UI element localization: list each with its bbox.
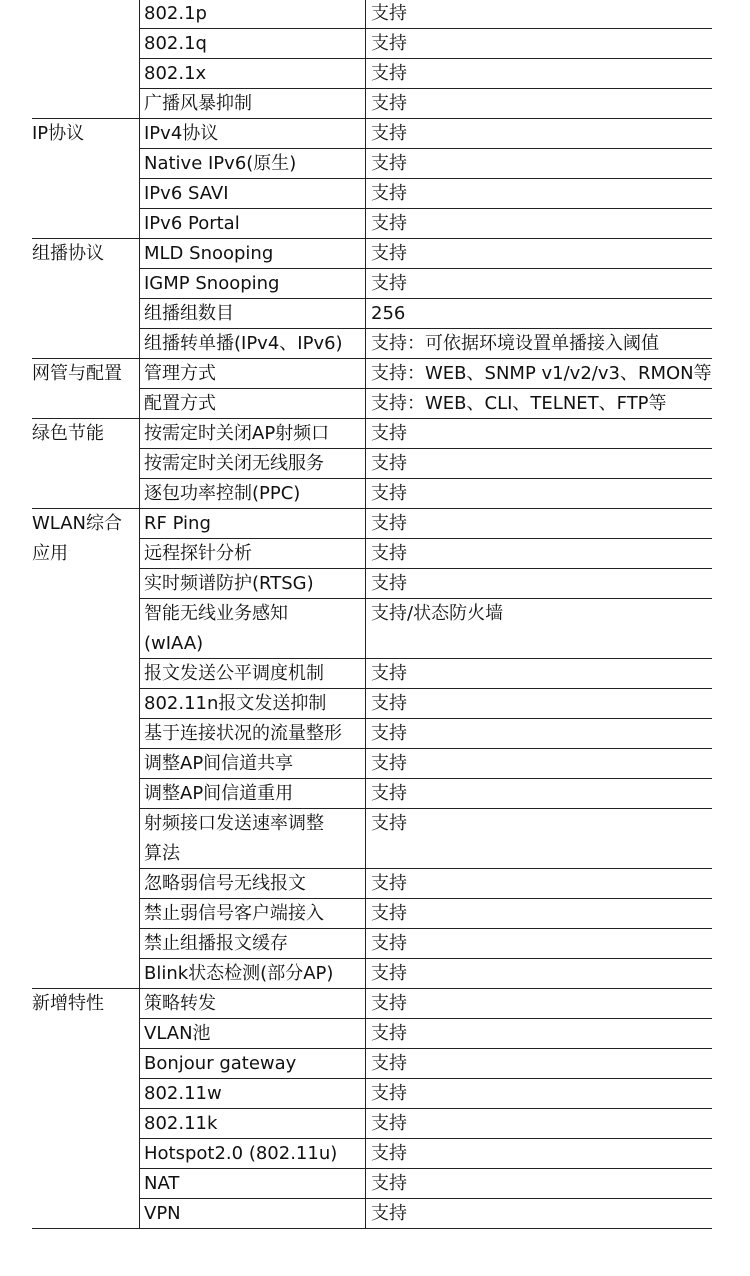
column-divider: [139, 659, 140, 689]
column-divider: [139, 809, 140, 869]
column-divider: [139, 1139, 140, 1169]
value-cell: 支持: [371, 903, 407, 924]
column-divider: [365, 1199, 366, 1229]
column-divider: [139, 59, 140, 89]
table-row: [0, 329, 750, 359]
table-row: [0, 929, 750, 959]
value-cell: 支持: [371, 1203, 407, 1224]
value-cell: 支持: [371, 423, 407, 444]
table-row: [0, 299, 750, 329]
feature-cell: 管理方式: [144, 363, 216, 384]
feature-cell: RF Ping: [144, 513, 211, 534]
table-row: [0, 149, 750, 179]
value-cell: 支持: [371, 513, 407, 534]
table-row: [0, 749, 750, 779]
column-divider: [365, 299, 366, 329]
column-divider: [365, 269, 366, 299]
column-divider: [139, 599, 140, 659]
feature-cell: 802.1x: [144, 63, 207, 84]
column-divider: [365, 89, 366, 119]
feature-cell: 远程探针分析: [144, 543, 252, 564]
value-cell: 支持：可依据环境设置单播接入阈值: [371, 333, 659, 354]
table-row: [0, 59, 750, 89]
column-divider: [139, 179, 140, 209]
column-divider: [139, 419, 140, 449]
column-divider: [365, 719, 366, 749]
column-divider: [139, 509, 140, 539]
category-cell: WLAN综合 应用: [32, 513, 123, 564]
column-divider: [139, 719, 140, 749]
column-divider: [139, 329, 140, 359]
table-row: [0, 179, 750, 209]
column-divider: [139, 1109, 140, 1139]
value-cell: 支持: [371, 453, 407, 474]
column-divider: [365, 359, 366, 389]
table-row: [0, 1139, 750, 1169]
column-divider: [365, 779, 366, 809]
column-divider: [365, 119, 366, 149]
column-divider: [365, 449, 366, 479]
table-row: [0, 689, 750, 719]
value-cell: 支持: [371, 1083, 407, 1104]
feature-cell: 按需定时关闭AP射频口: [144, 423, 330, 444]
column-divider: [365, 59, 366, 89]
column-divider: [365, 149, 366, 179]
value-cell: 支持: [371, 153, 407, 174]
column-divider: [139, 1199, 140, 1229]
column-divider: [365, 689, 366, 719]
column-divider: [139, 569, 140, 599]
value-cell: 支持: [371, 573, 407, 594]
feature-cell: Hotspot2.0 (802.11u): [144, 1143, 338, 1164]
column-divider: [365, 29, 366, 59]
column-divider: [139, 989, 140, 1019]
category-cell: 新增特性: [32, 993, 104, 1014]
feature-cell: NAT: [144, 1173, 180, 1194]
feature-cell: 射频接口发送速率调整 算法: [144, 813, 324, 864]
value-cell: 支持: [371, 123, 407, 144]
column-divider: [139, 0, 140, 29]
feature-cell: 调整AP间信道重用: [144, 783, 294, 804]
column-divider: [365, 1139, 366, 1169]
feature-cell: 逐包功率控制(PPC): [144, 483, 301, 504]
column-divider: [365, 539, 366, 569]
table-row: [0, 479, 750, 509]
value-cell: 支持: [371, 663, 407, 684]
value-cell: 支持: [371, 723, 407, 744]
feature-cell: IPv6 Portal: [144, 213, 240, 234]
table-row: [0, 659, 750, 689]
category-cell: 绿色节能: [32, 423, 104, 444]
feature-cell: 802.11n报文发送抑制: [144, 693, 327, 714]
column-divider: [139, 29, 140, 59]
value-cell: 支持: [371, 963, 407, 984]
column-divider: [139, 449, 140, 479]
value-cell: 支持: [371, 243, 407, 264]
feature-cell: 按需定时关闭无线服务: [144, 453, 324, 474]
column-divider: [365, 659, 366, 689]
table-row: [0, 269, 750, 299]
table-row: [0, 779, 750, 809]
column-divider: [139, 539, 140, 569]
value-cell: 支持: [371, 93, 407, 114]
table-row: [0, 599, 750, 659]
table-row: [0, 1079, 750, 1109]
value-cell: 支持: [371, 783, 407, 804]
feature-cell: 基于连接状况的流量整形: [144, 723, 342, 744]
feature-cell: 调整AP间信道共享: [144, 753, 294, 774]
feature-cell: VLAN池: [144, 1023, 211, 1044]
value-cell: 支持: [371, 1053, 407, 1074]
column-divider: [365, 899, 366, 929]
column-divider: [139, 239, 140, 269]
column-divider: [365, 419, 366, 449]
column-divider: [365, 479, 366, 509]
value-cell: 支持: [371, 183, 407, 204]
column-divider: [139, 869, 140, 899]
column-divider: [139, 899, 140, 929]
column-divider: [139, 689, 140, 719]
table-row: [0, 959, 750, 989]
column-divider: [139, 359, 140, 389]
column-divider: [139, 269, 140, 299]
value-cell: 支持: [371, 993, 407, 1014]
column-divider: [365, 599, 366, 659]
row-divider: [32, 1228, 712, 1229]
table-row: [0, 539, 750, 569]
column-divider: [365, 929, 366, 959]
table-row: [0, 89, 750, 119]
feature-cell: 组播组数目: [144, 303, 234, 324]
column-divider: [139, 209, 140, 239]
column-divider: [365, 509, 366, 539]
column-divider: [365, 569, 366, 599]
column-divider: [365, 1109, 366, 1139]
column-divider: [365, 989, 366, 1019]
value-cell: 支持: [371, 693, 407, 714]
feature-cell: 802.11k: [144, 1113, 218, 1134]
column-divider: [365, 1049, 366, 1079]
column-divider: [365, 1169, 366, 1199]
value-cell: 支持: [371, 483, 407, 504]
column-divider: [365, 809, 366, 869]
value-cell: 支持/状态防火墙: [371, 603, 504, 624]
feature-cell: Bonjour gateway: [144, 1053, 297, 1074]
column-divider: [139, 89, 140, 119]
value-cell: 支持: [371, 543, 407, 564]
column-divider: [139, 389, 140, 419]
feature-cell: 802.1q: [144, 33, 207, 54]
feature-cell: 忽略弱信号无线报文: [144, 873, 306, 894]
column-divider: [365, 239, 366, 269]
table-row: [0, 239, 750, 269]
category-cell: IP协议: [32, 123, 85, 144]
column-divider: [365, 0, 366, 29]
value-cell: 支持: [371, 273, 407, 294]
table-row: [0, 119, 750, 149]
table-row: [0, 29, 750, 59]
column-divider: [139, 299, 140, 329]
value-cell: 支持: [371, 3, 407, 24]
table-row: [0, 899, 750, 929]
table-row: [0, 869, 750, 899]
column-divider: [139, 119, 140, 149]
value-cell: 支持：WEB、CLI、TELNET、FTP等: [371, 393, 667, 414]
table-row: [0, 419, 750, 449]
table-row: [0, 719, 750, 749]
value-cell: 支持: [371, 933, 407, 954]
category-cell: 网管与配置: [32, 363, 122, 384]
table-row: [0, 989, 750, 1019]
column-divider: [139, 479, 140, 509]
table-row: [0, 809, 750, 869]
feature-cell: IPv4协议: [144, 123, 219, 144]
column-divider: [365, 179, 366, 209]
feature-cell: IPv6 SAVI: [144, 183, 229, 204]
column-divider: [365, 389, 366, 419]
value-cell: 支持: [371, 213, 407, 234]
column-divider: [139, 749, 140, 779]
column-divider: [139, 779, 140, 809]
table-row: [0, 1109, 750, 1139]
column-divider: [139, 1169, 140, 1199]
table-row: [0, 389, 750, 419]
column-divider: [365, 959, 366, 989]
column-divider: [139, 1079, 140, 1109]
value-cell: 支持: [371, 63, 407, 84]
table-row: [0, 359, 750, 389]
table-row: [0, 0, 750, 29]
feature-cell: 实时频谱防护(RTSG): [144, 573, 314, 594]
column-divider: [365, 329, 366, 359]
feature-cell: 802.11w: [144, 1083, 222, 1104]
value-cell: 支持: [371, 1173, 407, 1194]
value-cell: 支持: [371, 1113, 407, 1134]
value-cell: 支持: [371, 873, 407, 894]
feature-cell: 禁止组播报文缓存: [144, 933, 288, 954]
value-cell: 支持: [371, 813, 407, 834]
table-row: [0, 1169, 750, 1199]
feature-cell: Native IPv6(原生): [144, 153, 297, 174]
feature-cell: 广播风暴抑制: [144, 93, 252, 114]
feature-cell: 802.1p: [144, 3, 207, 24]
feature-cell: VPN: [144, 1203, 181, 1224]
value-cell: 支持: [371, 33, 407, 54]
column-divider: [365, 1079, 366, 1109]
table-row: [0, 449, 750, 479]
table-row: [0, 209, 750, 239]
column-divider: [139, 1019, 140, 1049]
value-cell: 支持: [371, 1143, 407, 1164]
column-divider: [139, 149, 140, 179]
feature-cell: MLD Snooping: [144, 243, 274, 264]
feature-cell: 禁止弱信号客户端接入: [144, 903, 324, 924]
table-row: [0, 569, 750, 599]
value-cell: 支持: [371, 753, 407, 774]
feature-cell: 报文发送公平调度机制: [144, 663, 324, 684]
table-row: [0, 1049, 750, 1079]
column-divider: [365, 1019, 366, 1049]
column-divider: [139, 929, 140, 959]
column-divider: [365, 869, 366, 899]
feature-cell: Blink状态检测(部分AP): [144, 963, 334, 984]
feature-cell: 智能无线业务感知 (wIAA): [144, 603, 288, 654]
feature-cell: 组播转单播(IPv4、IPv6): [144, 333, 343, 354]
category-cell: 组播协议: [32, 243, 104, 264]
value-cell: 256: [371, 303, 406, 324]
feature-cell: IGMP Snooping: [144, 273, 280, 294]
column-divider: [365, 209, 366, 239]
value-cell: 支持：WEB、SNMP v1/v2/v3、RMON等: [371, 363, 712, 384]
table-row: [0, 1199, 750, 1229]
value-cell: 支持: [371, 1023, 407, 1044]
feature-cell: 策略转发: [144, 993, 216, 1014]
column-divider: [139, 959, 140, 989]
column-divider: [139, 1049, 140, 1079]
feature-cell: 配置方式: [144, 393, 216, 414]
table-row: [0, 1019, 750, 1049]
column-divider: [365, 749, 366, 779]
